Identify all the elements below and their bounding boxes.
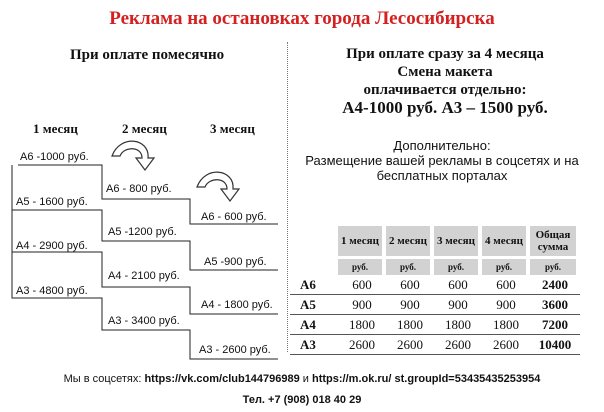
- social-prefix: Мы в соцсетях:: [63, 373, 145, 385]
- table-row: [290, 275, 580, 295]
- col-header: 1 месяц: [338, 226, 386, 256]
- price-cell: 900: [338, 295, 386, 315]
- col-header: 3 месяц: [434, 226, 482, 256]
- price-cell: 1800: [386, 315, 434, 335]
- month-label-3: 3 месяц: [210, 121, 255, 136]
- month-label-2: 2 месяц: [122, 121, 167, 136]
- price-cell: 600: [482, 275, 530, 295]
- col-header: 2 месяц: [386, 226, 434, 256]
- step-a6-m1: А6 -1000 руб.: [20, 151, 89, 163]
- col-header: 4 месяц: [482, 226, 530, 256]
- format-cell: А6: [290, 275, 338, 295]
- step-a5-m1: А5 - 1600 руб.: [16, 196, 88, 208]
- price-cell: 2600: [482, 335, 530, 355]
- table-row: [290, 295, 580, 315]
- month-label-1: 1 месяц: [33, 121, 78, 136]
- social-and: и: [299, 373, 313, 385]
- unit-cell: руб.: [386, 256, 434, 275]
- price-cell: 900: [482, 295, 530, 315]
- step-a4-m1: А4 - 2900 руб.: [16, 240, 88, 252]
- extra-text: Размещение вашей рекламы в соцсетях и на бесплатных порталах: [305, 153, 579, 183]
- total-cell: 10400: [530, 335, 580, 355]
- price-cell: 2600: [386, 335, 434, 355]
- prepay-layout-prices: А4-1000 руб. А3 – 1500 руб.: [342, 98, 548, 117]
- total-cell: 7200: [530, 315, 580, 335]
- unit-cell: руб.: [338, 256, 386, 275]
- social-links: [0, 373, 604, 385]
- table-row: [290, 315, 580, 335]
- price-cell: 1800: [434, 315, 482, 335]
- vk-link[interactable]: https://vk.com/club144796989: [144, 373, 300, 385]
- price-cell: 600: [434, 275, 482, 295]
- price-table: [290, 226, 580, 355]
- table-unit-row: [290, 256, 580, 275]
- prepay-heading: При оплате сразу за 4 месяца: [346, 46, 544, 62]
- step-a3-m2: А3 - 3400 руб.: [108, 315, 180, 327]
- table-row: [290, 335, 580, 355]
- price-cell: 600: [386, 275, 434, 295]
- step-a5-m3: А5 -900 руб.: [204, 256, 267, 268]
- total-cell: 2400: [530, 275, 580, 295]
- price-cell: 1800: [338, 315, 386, 335]
- format-cell: А5: [290, 295, 338, 315]
- extra-heading: Дополнительно:: [393, 138, 491, 153]
- price-cell: 900: [386, 295, 434, 315]
- step-a6-m3: А6 - 600 руб.: [201, 211, 267, 223]
- prepay-block: [300, 45, 590, 117]
- step-a4-m2: А4 - 2100 руб.: [108, 270, 180, 282]
- total-cell: 3600: [530, 295, 580, 315]
- price-cell: 900: [434, 295, 482, 315]
- page-title: Реклама на остановках города Лесосибирска: [109, 8, 495, 29]
- format-cell: А4: [290, 315, 338, 335]
- unit-cell: руб.: [530, 256, 580, 275]
- step-a3-m3: А3 - 2600 руб.: [199, 344, 271, 356]
- extra-block: [292, 138, 592, 183]
- col-header: Общая сумма: [530, 226, 580, 256]
- step-a4-m3: А4 - 1800 руб.: [201, 299, 273, 311]
- prepay-paid-separately: оплачивается отдельно:: [363, 82, 527, 98]
- monthly-heading: При оплате помесячно: [70, 47, 225, 63]
- format-cell: А3: [290, 335, 338, 355]
- price-cell: 2600: [434, 335, 482, 355]
- ok-link[interactable]: https://m.ok.ru/ st.groupId=53435435253954: [312, 373, 541, 385]
- step-a6-m2: А6 - 800 руб.: [106, 183, 172, 195]
- step-a3-m1: А3 - 4800 руб.: [16, 285, 88, 297]
- price-cell: 1800: [482, 315, 530, 335]
- unit-cell: руб.: [482, 256, 530, 275]
- unit-cell: руб.: [434, 256, 482, 275]
- table-header-row: [290, 226, 580, 256]
- phone-number: Тел. +7 (908) 018 40 29: [242, 394, 362, 406]
- step-a5-m2: А5 -1200 руб.: [108, 226, 177, 238]
- price-cell: 2600: [338, 335, 386, 355]
- prepay-layout-change: Смена макета: [397, 64, 493, 80]
- price-cell: 600: [338, 275, 386, 295]
